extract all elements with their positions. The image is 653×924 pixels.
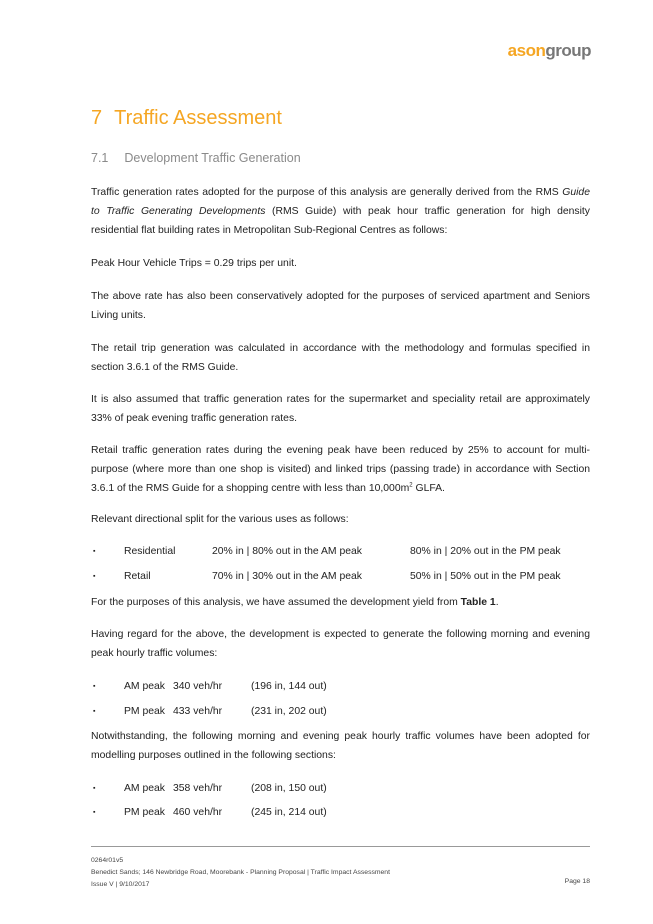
volume-detail: (245 in, 214 out): [251, 807, 327, 818]
paragraph-text: Traffic generation rates adopted for the purpose of this analysis are generally derived from the RMS: [91, 187, 563, 198]
paragraph-development-yield: [91, 593, 590, 612]
paragraph-text: Retail traffic generation rates during the evening peak have been reduced by 25% to account for multi-purpose (where more than one shop is visited) and linked trips (passing trade) in accordance with Section 3.6.1 of the RMS Guide for a shopping centre with less than 10,000m: [91, 445, 590, 494]
bullet-icon: ▪: [93, 785, 96, 792]
volume-rate: 433 veh/hr: [173, 706, 223, 717]
volume-period: PM peak: [124, 807, 166, 818]
paragraph-expected-volumes: Having regard for the above, the development is expected to generate the following morning and evening peak hourly traffic volumes:: [91, 629, 590, 659]
subsection-number: 7.1: [91, 151, 109, 165]
subsection-heading: [91, 151, 301, 165]
paragraph-evening-reduction: [91, 441, 590, 498]
list-item: [91, 567, 590, 586]
volume-detail: (231 in, 202 out): [251, 706, 327, 717]
paragraph-serviced-apartment: The above rate has also been conservatively adopted for the purposes of serviced apartment and Seniors Living units.: [91, 291, 590, 321]
paragraph-retail-trip: The retail trip generation was calculated in accordance with the methodology and formulas specified in section 3.6.1 of the RMS Guide.: [91, 343, 590, 373]
paragraph-trip-formula: Peak Hour Vehicle Trips = 0.29 trips per unit.: [91, 258, 297, 269]
footer-issue: Issue V | 9/10/2017: [91, 881, 150, 888]
guide-title-italic: Guide to Traffic Generating Developments: [91, 187, 590, 217]
volume-rate: 340 veh/hr: [173, 681, 223, 692]
volume-period: PM peak: [124, 706, 166, 717]
bullet-icon: ▪: [93, 683, 96, 690]
paragraph-directional-split: Relevant directional split for the various uses as follows:: [91, 514, 349, 525]
volume-detail: (208 in, 150 out): [251, 783, 327, 794]
split-pm: 50% in | 50% out in the PM peak: [410, 571, 561, 582]
list-item: [91, 677, 590, 696]
bullet-icon: ▪: [93, 573, 96, 580]
split-am: 20% in | 80% out in the AM peak: [212, 546, 362, 557]
paragraph-text: For the purposes of this analysis, we have assumed the development yield from: [91, 597, 461, 608]
page-number: Page 18: [564, 878, 590, 885]
list-item: [91, 542, 590, 561]
paragraph-supermarket: It is also assumed that traffic generation rates for the supermarket and speciality retail are approximately 33% of peak evening traffic generation rates.: [91, 394, 590, 424]
split-am: 70% in | 30% out in the AM peak: [212, 571, 362, 582]
superscript: 2: [409, 482, 413, 489]
subsection-title: Development Traffic Generation: [124, 151, 301, 165]
logo-text-group: group: [545, 41, 591, 60]
list-item: [91, 803, 590, 822]
paragraph-rates: [91, 183, 590, 240]
split-use: Residential: [124, 546, 176, 557]
company-logo: [508, 41, 591, 61]
paragraph-adopted-volumes: Notwithstanding, the following morning and evening peak hourly traffic volumes have been adopted for modelling purposes outlined in the following sections:: [91, 731, 590, 761]
section-number: 7: [91, 107, 103, 129]
paragraph-text: .: [495, 597, 499, 608]
footer-project: Benedict Sands; 146 Newbridge Road, Moorebank - Planning Proposal | Traffic Impact Assessment: [91, 869, 390, 876]
bullet-icon: ▪: [93, 708, 96, 715]
paragraph-text: (RMS Guide) with peak hour traffic generation for high density residential flat building rates in Metropolitan Sub-Regional Centres as follows:: [91, 206, 590, 236]
section-title: Traffic Assessment: [114, 107, 282, 129]
volume-detail: (196 in, 144 out): [251, 681, 327, 692]
bullet-icon: ▪: [93, 809, 96, 816]
footer-reference: 0264r01v5: [91, 857, 124, 864]
split-use: Retail: [124, 571, 151, 582]
volume-period: AM peak: [124, 681, 166, 692]
split-pm: 80% in | 20% out in the PM peak: [410, 546, 561, 557]
volume-period: AM peak: [124, 783, 166, 794]
list-item: [91, 779, 590, 798]
section-heading: [91, 107, 282, 130]
footer-divider: [91, 846, 590, 847]
bullet-icon: ▪: [93, 548, 96, 555]
list-item: [91, 702, 590, 721]
volume-rate: 358 veh/hr: [173, 783, 223, 794]
logo-text-ason: ason: [507, 41, 546, 60]
paragraph-text: GLFA.: [412, 483, 445, 494]
table-reference: Table 1: [460, 597, 496, 608]
volume-rate: 460 veh/hr: [173, 807, 223, 818]
